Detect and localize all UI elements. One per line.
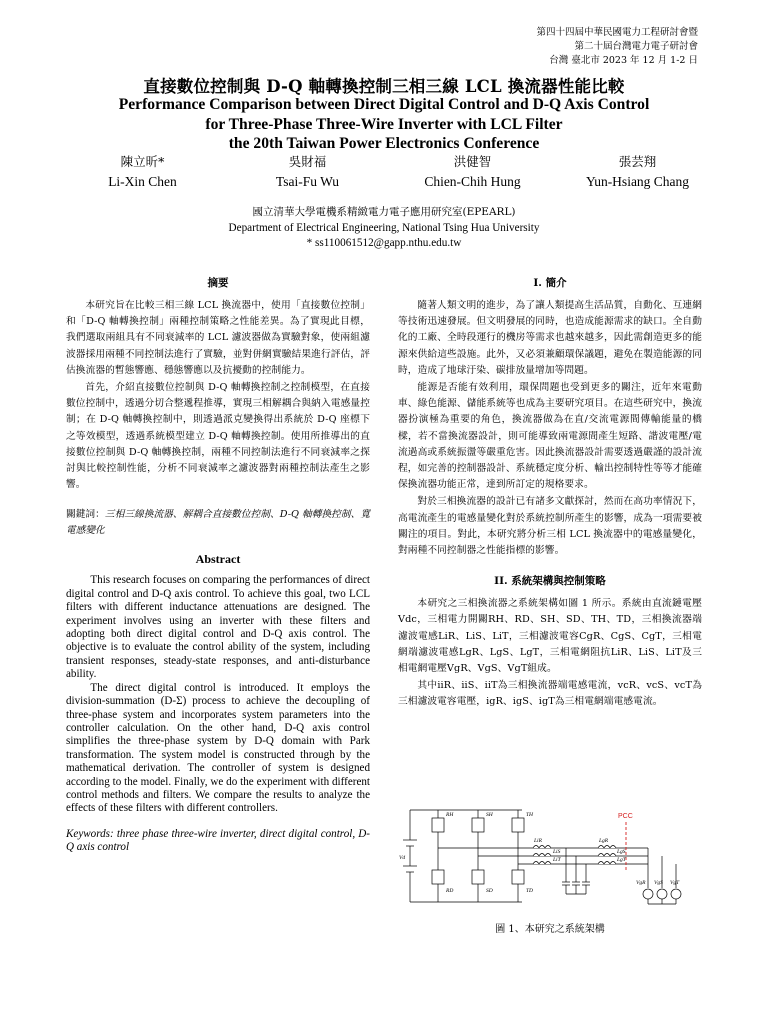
author-name-en: Chien-Chih Hung: [424, 174, 521, 189]
abstract-zh-heading: 摘要: [207, 277, 229, 289]
switch-icon: [472, 870, 484, 884]
author: [60, 152, 225, 192]
author: [225, 152, 390, 192]
switch-icon: [432, 870, 444, 884]
paper-title-zh: 直接數位控制與 D-Q 軸轉換控制三相三線 LCL 換流器性能比較: [143, 77, 625, 96]
author: [555, 152, 720, 192]
author-list: [60, 152, 720, 192]
inductor-icon: [598, 846, 616, 849]
keywords-zh-text: 三相三線換流器、解耦合直接數位控制、D-Q 軸轉換控制、寬電感變化: [66, 509, 371, 537]
inductor-label: LiS: [553, 849, 561, 855]
inductor-icon: [533, 854, 551, 857]
abstract-en-heading: Abstract: [195, 552, 241, 567]
section-1-paragraph: 對於三相換流器的設計已有諸多文獻探討，然而在高功率情況下，高電流產生的電感量變化對於系統控制所產生的影響，成為一項需要被關注的項目。對此，本研究將分析三相 LCL 換流器中的電感量變化，對兩種不同控制器之性能指標的影響。: [398, 496, 702, 557]
section-1-heading: I. 簡介: [533, 277, 567, 289]
section-2-paragraph: 其中iiR、iiS、iiT為三相換流器端電感電流，vcR、vcS、vcT為三相濾波電容電壓，igR、igS、igT為三相電網端電感電流。: [398, 680, 702, 708]
circuit-wiring: [403, 810, 681, 904]
system-architecture-figure: [398, 800, 702, 912]
section-2-paragraph: 本研究之三相換流器之系統架構如圖 1 所示。系統由直流鏈電壓Vdc，三相電力開關RH、RD、SH、SD、TH、TD，三相換流器端濾波電感LiR、LiS、LiT，三相濾波電容CgR、CgS、CgT，三相電網端濾波電感LgR、LgS、LgT，三相電網阻抗LiR、LiS、LiT及三相電網電壓VgR、VgS、VgT組成。: [398, 598, 702, 675]
paper-title-en-line-1: Performance Comparison between Direct Digital Control and D-Q Axis Control: [118, 96, 650, 113]
inductor-label: LiR: [534, 838, 542, 844]
inductor-label: LgT: [617, 857, 626, 863]
source-label: VgR: [636, 880, 646, 886]
author-name-zh: 吳財福: [288, 154, 327, 169]
pcc-label: PCC: [618, 813, 633, 820]
affiliation-zh: 國立清華大學電機系精緻電力電子應用研究室(EPEARL): [252, 206, 516, 218]
inductor-label: LgR: [599, 838, 609, 844]
abstract-zh-paragraph: 首先，介紹直接數位控制與 D-Q 軸轉換控制之控制模型，在直接數位控制中，透過分切合整遞程推導，實現三相解耦合與納入電感量控制；在 D-Q 軸轉換控制中，則透過派克變換得出系統於 D-Q 座標下之等效模型，透過系統模型建立 D-Q 軸轉換控制。使用所推導出的直接數位控制與 D-Q 軸轉換控制，兩種不同控制法進行不同衰減率之探討與比較控制性能，分析不同衰減率之濾波器對兩種控制法產生之影響。: [66, 382, 370, 491]
conference-line-3: 台灣 臺北市 2023 年 12 月 1-2 日: [549, 55, 698, 66]
inductor-icon: [533, 846, 551, 849]
keywords-en-text: : three phase three-wire inverter, direct digital control, D-Q axis control: [66, 827, 370, 854]
abstract-zh-paragraph: 本研究旨在比較三相三線 LCL 換流器中，使用「直接數位控制」和「D-Q 軸轉換控制」兩種控制策略之性能差異。為了實現此目標，我們選取兩組具有不同衰減率的 LCL 濾波器做為實驗對象，使兩組濾波器採用兩種不同控制法進行了實驗，並對併網實驗結果進行評估，評估換流器的暫態響應、穩態響應以及抗擾動的控制能力。: [66, 300, 370, 376]
switch-icon: [432, 818, 444, 832]
inductor-label: LiT: [553, 857, 561, 863]
author-email[interactable]: * ss110061512@gapp.nthu.edu.tw: [306, 237, 462, 249]
keywords-zh-label: 關鍵詞：: [66, 509, 105, 521]
switch-label: SH: [486, 812, 493, 818]
vdc-label: Vd: [399, 855, 406, 861]
switch-label: TH: [526, 812, 534, 818]
paper-title-en: [0, 95, 768, 154]
affiliation: [0, 205, 768, 252]
source-label: VgT: [670, 880, 680, 886]
paper-title-en-line-2: for Three-Phase Three-Wire Inverter with LCL Filter: [205, 115, 563, 133]
switch-icon: [512, 870, 524, 884]
conference-line-1: 第四十四屆中華民國電力工程研討會暨: [536, 27, 698, 38]
figure-1-caption: 圖 1、本研究之系統架構: [495, 924, 605, 935]
inductor-label: LgS: [617, 849, 626, 855]
left-column: [66, 275, 370, 855]
conference-header: [438, 26, 698, 68]
inductor-icon: [598, 854, 616, 857]
switch-icon: [472, 818, 484, 832]
abstract-en-paragraph: This research focuses on comparing the performances of direct digital control and D-Q axis control. To achieve this goal, two LCL filters with different inductance attenuations are designed. The experiment involves using an inverter with these filters and adopting both direct digital control and D-Q axis control. The objective is to evaluate the control ability of the system, including transient responses, steady-state responses, and anti-disturbance ability.: [66, 574, 370, 681]
inductor-icon: [598, 862, 616, 865]
inductor-icon: [533, 862, 551, 865]
author-name-zh: 洪健智: [453, 154, 492, 169]
source-label: VgS: [654, 880, 663, 886]
author: [390, 152, 555, 192]
switch-label: RD: [446, 888, 454, 894]
right-column: [398, 275, 702, 712]
switch-label: TD: [526, 888, 534, 894]
keywords-zh: [66, 507, 370, 539]
conference-line-2: 第二十屆台灣電力電子研討會: [574, 41, 698, 52]
author-name-zh: 張芸翔: [618, 154, 657, 169]
paper-title-en-line-3: the 20th Taiwan Power Electronics Conference: [228, 135, 540, 152]
affiliation-en: Department of Electrical Engineering, National Tsing Hua University: [228, 221, 540, 234]
keywords-en-label: Keywords: [66, 827, 110, 840]
author-name-en: Yun-Hsiang Chang: [585, 174, 690, 189]
section-2-heading: II. 系統架構與控制策略: [494, 575, 606, 588]
keywords-en: [66, 828, 370, 855]
author-name-en: Li-Xin Chen: [108, 174, 177, 189]
author-name-zh: 陳立昕*: [120, 154, 165, 169]
section-1-paragraph: 隨著人類文明的進步，為了讓人類提高生活品質，自動化、互連網等技術迅速發展。但文明發展的同時，也造成能源需求的缺口。全自動化的工廠、全時段運行的機房等需求也越來越多，因此需創造更多的能源來供給這些設施。此外，又必須兼顧環保議題，避免在製造能源的同時，造成了地球汙染、碳排放量增加等問題。: [398, 300, 702, 376]
author-name-en: Tsai-Fu Wu: [275, 174, 340, 189]
abstract-en-paragraph: The direct digital control is introduced. It employs the division-summation (D-Σ) process to achieve the decoupling of three-phase system and incorporates system parameters into the controller calculation. On the other hand, D-Q axis control simplifies the three-phase system by D-Q domain with Park transformation. The system model is constructed through by the mathematical derivation. The controller of system is designed according to the model. Finally, we do the experiment with different control methods and filters. We compare the results to analyze the effects of these filters with different controllers.: [66, 681, 370, 815]
switch-label: SD: [486, 888, 493, 894]
switch-label: RH: [446, 812, 454, 818]
switch-icon: [512, 818, 524, 832]
section-1-paragraph: 能源是否能有效利用，環保問題也受到更多的關注，近年來電動車、綠色能源、儲能系統等也成為主要研究項目。在這些研究中，換流器扮演極為重要的角色，換流器做為在直/交流電源間傳輸能量的橋樑，若不當換流器設計，則可能導致兩電源間產生短路、諧波電壓/電流過高或系統振盪等嚴重危害。因此換流器設計需要透過嚴謹的設計流程，如完善的控制器設計、系統穩定度分析、輸出控制特性等等才能確保換流器功能正常，達到所訂定的規格要求。: [398, 382, 702, 491]
